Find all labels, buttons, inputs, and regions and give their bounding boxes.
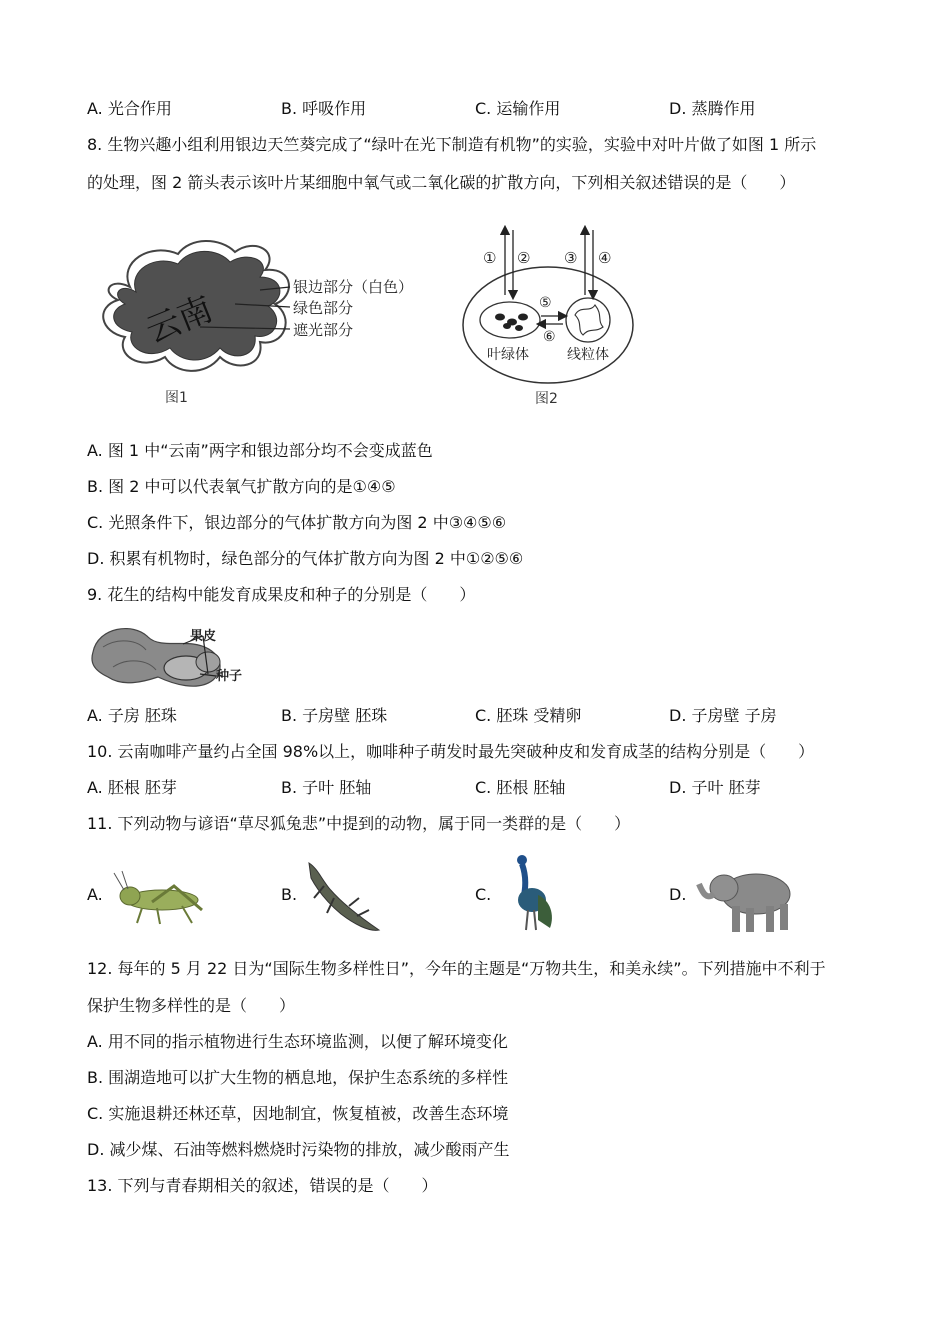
- label-3: ③: [564, 249, 578, 267]
- q10-option-a: A. 胚根 胚芽: [87, 778, 177, 797]
- grasshopper-image: [112, 868, 212, 928]
- q9-option-c: C. 胚珠 受精卵: [475, 706, 582, 725]
- label-6: ⑥: [543, 329, 556, 345]
- q9-option-b: B. 子房壁 胚珠: [281, 706, 388, 725]
- q12-option-d: D. 减少煤、石油等燃料燃烧时污染物的排放，减少酸雨产生: [87, 1140, 510, 1159]
- elephant-image: [694, 866, 804, 936]
- q7-option-b: B. 呼吸作用: [281, 99, 367, 118]
- label-mitochondria: 线粒体: [567, 347, 609, 363]
- label-peel: 果皮: [190, 629, 217, 644]
- q8-option-d: D. 积累有机物时，绿色部分的气体扩散方向为图 2 中①②⑤⑥: [87, 549, 524, 568]
- figure-2-caption: 图2: [535, 391, 558, 407]
- crocodile-image: [299, 858, 389, 938]
- q7-options: [87, 98, 867, 120]
- figure-1-caption: 图1: [165, 390, 188, 406]
- q9-stem: 9. 花生的结构中能发育成果皮和种子的分别是（ ）: [87, 585, 476, 604]
- q8-stem-line2: 的处理，图 2 箭头表示该叶片某细胞中氧气或二氧化碳的扩散方向，下列相关叙述错误的是（ ）: [87, 173, 796, 192]
- q8-option-a: A. 图 1 中“云南”两字和银边部分均不会变成蓝色: [87, 441, 433, 460]
- label-4: ④: [598, 249, 612, 267]
- label-silver-edge: 银边部分（白色）: [293, 278, 414, 296]
- q12-option-a: A. 用不同的指示植物进行生态环境监测，以便了解环境变化: [87, 1032, 508, 1051]
- peacock-image: [500, 850, 560, 938]
- q8-option-b: B. 图 2 中可以代表氧气扩散方向的是①④⑤: [87, 477, 396, 496]
- label-seed: 种子: [216, 669, 243, 684]
- q11-stem: 11. 下列动物与谚语“草尽狐兔悲”中提到的动物，属于同一类群的是（ ）: [87, 814, 631, 833]
- q10-option-d: D. 子叶 胚芽: [669, 778, 761, 797]
- q8-figure-1: [90, 232, 440, 412]
- q11-options: A. B. C. D.: [87, 858, 867, 938]
- q9-peanut-figure: [88, 622, 258, 694]
- q8-figure-2: [455, 225, 645, 415]
- leaf-yunnan-text: 云南: [140, 288, 219, 352]
- q9-option-a: A. 子房 胚珠: [87, 706, 177, 725]
- q8-stem-line1: 8. 生物兴趣小组利用银边天竺葵完成了“绿叶在光下制造有机物”的实验，实验中对叶片做了如图 1 所示: [87, 135, 817, 154]
- q10-stem: 10. 云南咖啡产量约占全国 98%以上，咖啡种子萌发时最先突破种皮和发育成茎的结构分别是（ ）: [87, 742, 815, 761]
- mitochondria-shape: [566, 298, 610, 342]
- q8-option-c: C. 光照条件下，银边部分的气体扩散方向为图 2 中③④⑤⑥: [87, 513, 507, 532]
- q10-options: [87, 777, 867, 799]
- label-chloroplast: 叶绿体: [487, 347, 529, 363]
- q12-option-b: B. 围湖造地可以扩大生物的栖息地，保护生态系统的多样性: [87, 1068, 509, 1087]
- label-green-part: 绿色部分: [293, 299, 354, 317]
- q7-option-a: A. 光合作用: [87, 99, 172, 118]
- q10-option-b: B. 子叶 胚轴: [281, 778, 372, 797]
- q9-options: [87, 705, 867, 727]
- q10-option-c: C. 胚根 胚轴: [475, 778, 566, 797]
- q7-option-c: C. 运输作用: [475, 99, 561, 118]
- q12-stem-line2: 保护生物多样性的是（ ）: [87, 996, 296, 1015]
- label-5: ⑤: [539, 295, 552, 311]
- q9-option-d: D. 子房壁 子房: [669, 706, 777, 725]
- label-2: ②: [517, 249, 531, 267]
- q7-option-d: D. 蒸腾作用: [669, 99, 756, 118]
- q13-stem: 13. 下列与青春期相关的叙述，错误的是（ ）: [87, 1176, 438, 1195]
- label-shade-part: 遮光部分: [293, 321, 354, 339]
- q12-stem-line1: 12. 每年的 5 月 22 日为“国际生物多样性日”，今年的主题是“万物共生，和美永续”。下列措施中不利于: [87, 959, 826, 978]
- label-1: ①: [483, 249, 497, 267]
- q12-option-c: C. 实施退耕还林还草，因地制宜，恢复植被，改善生态环境: [87, 1104, 509, 1123]
